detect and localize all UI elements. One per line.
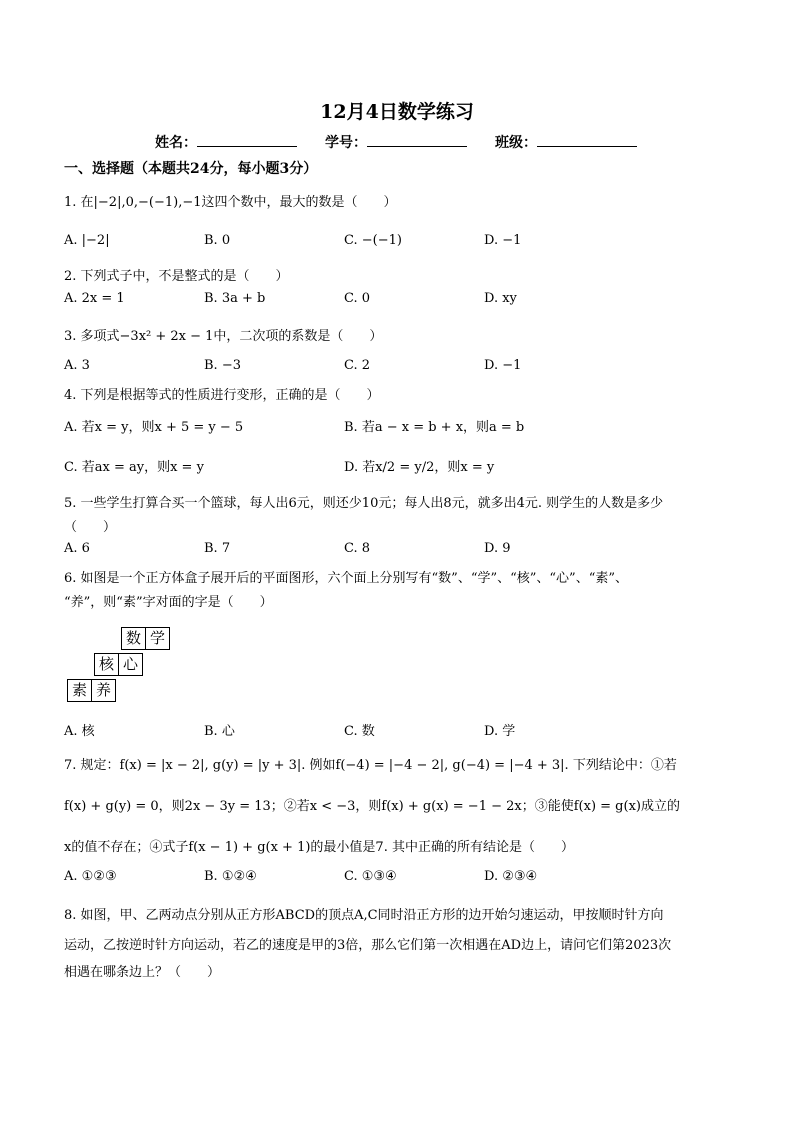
question-5-stem-cont: （ ） — [64, 520, 117, 535]
section-heading: 一、选择题（本题共24分，每小题3分） — [64, 161, 318, 177]
option-d[interactable]: D. 9 — [484, 541, 511, 556]
question-6-options — [64, 720, 744, 740]
question-4-stem: 4. 下列是根据等式的性质进行变形，正确的是（ ） — [64, 388, 380, 403]
option-b[interactable]: B. 3a + b — [204, 291, 266, 306]
option-c[interactable]: C. 若ax = ay，则x = y — [64, 460, 204, 475]
question-7-stem: 7. 规定：f(x) = |x − 2|, g(y) = |y + 3|. 例如f(−4) = |−4 − 2|, g(−4) = |−4 + 3|. 下列结论中：①若 — [64, 758, 677, 773]
question-2-stem: 2. 下列式子中，不是整式的是（ ） — [64, 269, 289, 284]
question-3-options — [64, 358, 744, 378]
question-7-stem-cont: f(x) + g(y) = 0，则2x − 3y = 13；②若x < −3，则f(x) + g(x) = −1 − 2x；③能使f(x) = g(x)成立的 — [64, 799, 680, 814]
question-2-options — [64, 291, 744, 311]
option-d[interactable]: D. −1 — [484, 358, 522, 373]
option-a[interactable]: A. 核 — [64, 724, 95, 739]
option-c[interactable]: C. ①③④ — [344, 869, 397, 884]
option-a[interactable]: A. 2x = 1 — [64, 291, 125, 306]
option-c[interactable]: C. 2 — [344, 358, 371, 373]
option-c[interactable]: C. 8 — [344, 541, 371, 556]
question-7-stem-cont2: x的值不存在；④式子f(x − 1) + g(x + 1)的最小值是7. 其中正确的所有结论是（ ） — [64, 840, 574, 855]
name-label: 姓名： — [155, 135, 197, 151]
question-3-stem: 3. 多项式−3x² + 2x − 1中，二次项的系数是（ ） — [64, 329, 383, 344]
net-cell-xue: 学 — [145, 627, 170, 650]
option-b[interactable]: B. 若a − x = b + x，则a = b — [344, 420, 525, 435]
question-8-stem-cont2: 相遇在哪条边上？（ ） — [64, 965, 221, 980]
option-a[interactable]: A. |−2| — [64, 233, 110, 248]
name-blank[interactable] — [197, 132, 297, 147]
page-title: 12月4日数学练习 — [320, 101, 474, 123]
option-d[interactable]: D. −1 — [484, 233, 522, 248]
question-6-stem: 6. 如图是一个正方体盒子展开后的平面图形，六个面上分别写有“数”、“学”、“核”、“心”、“素”、 — [64, 571, 628, 586]
option-b[interactable]: B. −3 — [204, 358, 241, 373]
option-a[interactable]: A. ①②③ — [64, 869, 117, 884]
student-info — [155, 132, 665, 152]
net-cell-xin: 心 — [118, 653, 143, 676]
question-4-options-row1 — [64, 416, 744, 436]
option-c[interactable]: C. 0 — [344, 291, 371, 306]
question-7-options — [64, 869, 744, 889]
question-5-options — [64, 541, 744, 561]
class-blank[interactable] — [537, 132, 637, 147]
option-b[interactable]: B. 7 — [204, 541, 231, 556]
net-cell-shu: 数 — [121, 627, 146, 650]
class-label: 班级： — [495, 135, 537, 151]
question-1-options — [64, 233, 744, 253]
net-cell-he: 核 — [94, 653, 119, 676]
option-b[interactable]: B. ①②④ — [204, 869, 257, 884]
question-4-options-row2 — [64, 456, 744, 476]
option-d[interactable]: D. xy — [484, 291, 517, 306]
option-a[interactable]: A. 6 — [64, 541, 90, 556]
option-d[interactable]: D. 若x/2 = y/2，则x = y — [344, 460, 495, 475]
question-5-stem: 5. 一些学生打算合买一个篮球，每人出6元，则还少10元；每人出8元，就多出4元. 则学生的人数是多少 — [64, 496, 664, 511]
question-6-stem-cont: “养”，则“素”字对面的字是（ ） — [64, 595, 273, 610]
option-c[interactable]: C. −(−1) — [344, 233, 402, 248]
option-c[interactable]: C. 数 — [344, 724, 375, 739]
cube-net-figure — [67, 627, 177, 703]
option-a[interactable]: A. 3 — [64, 358, 90, 373]
question-8-stem-cont: 运动，乙按逆时针方向运动，若乙的速度是甲的3倍，那么它们第一次相遇在AD边上，请问它们第2023次 — [64, 938, 672, 953]
question-1-stem: 1. 在|−2|,0,−(−1),−1这四个数中，最大的数是（ ） — [64, 195, 397, 210]
net-cell-su: 素 — [67, 679, 92, 702]
option-a[interactable]: A. 若x = y，则x + 5 = y − 5 — [64, 420, 244, 435]
id-label: 学号： — [325, 135, 367, 151]
option-b[interactable]: B. 0 — [204, 233, 231, 248]
option-b[interactable]: B. 心 — [204, 724, 235, 739]
id-blank[interactable] — [367, 132, 467, 147]
option-d[interactable]: D. ②③④ — [484, 869, 538, 884]
option-d[interactable]: D. 学 — [484, 724, 516, 739]
net-cell-yang: 养 — [91, 679, 116, 702]
question-8-stem: 8. 如图，甲、乙两动点分别从正方形ABCD的顶点A,C同时沿正方形的边开始匀速运动，甲按顺时针方向 — [64, 908, 664, 923]
